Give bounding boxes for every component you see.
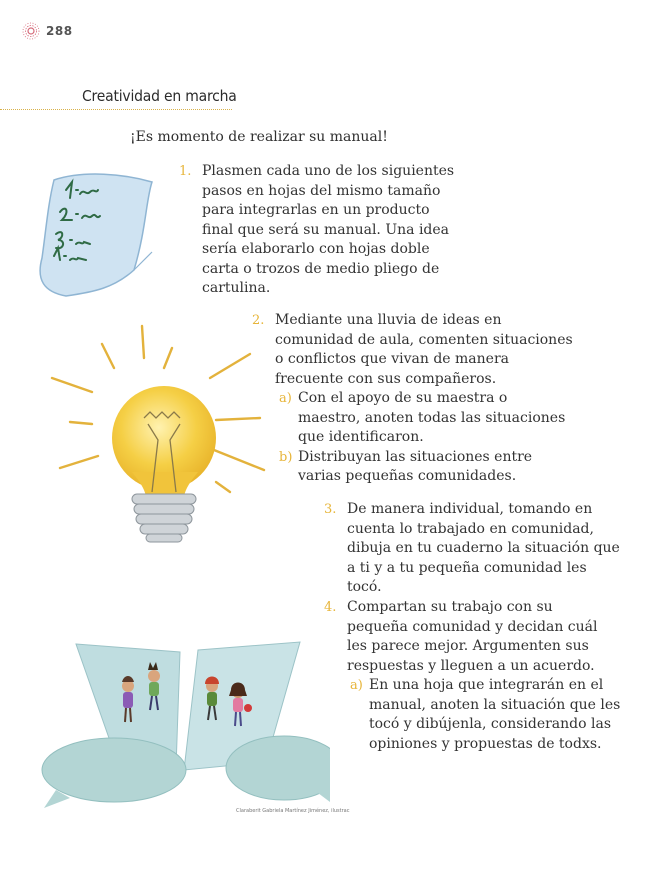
lightbulb-illustration bbox=[40, 322, 280, 562]
sub-item-letter: a) bbox=[279, 391, 292, 406]
sub-item-a bbox=[279, 389, 568, 448]
sub-item-text: En una hoja que integrarán en el manual, anoten la situación que les tocó y dibújenla, considerando las opiniones y propuestas de todxs. bbox=[369, 677, 621, 752]
intro-text: ¡Es momento de realizar su manual! bbox=[130, 129, 388, 145]
item-number: 1. bbox=[179, 164, 192, 179]
title-divider bbox=[0, 109, 232, 110]
item-text: Mediante una lluvia de ideas en comunidad de aula, comenten situaciones o conflictos que vivan de manera frecuente con sus compañeros. bbox=[275, 312, 573, 387]
item-number: 4. bbox=[324, 600, 337, 615]
list-item-3 bbox=[324, 500, 621, 598]
sub-item-letter: a) bbox=[350, 678, 363, 693]
page-header bbox=[22, 22, 73, 40]
illustration-credit: Claraberit Gabriela Martínez Jiménez, ilustrac bbox=[236, 808, 350, 814]
sub-item-text: Con el apoyo de su maestra o maestro, anoten todas las situaciones que identificaron. bbox=[298, 390, 566, 445]
list-item-4 bbox=[324, 598, 621, 754]
item-text: Compartan su trabajo con su pequeña comunidad y decidan cuál les parece mejor. Argumenten sus respuestas y lleguen a un acuerdo. bbox=[347, 599, 598, 674]
item-number: 3. bbox=[324, 502, 337, 517]
page-number: 288 bbox=[46, 24, 73, 38]
checklist-paper-illustration bbox=[24, 160, 164, 300]
sub-item-letter: b) bbox=[279, 449, 293, 465]
item-number: 2. bbox=[252, 313, 265, 328]
sub-item-b bbox=[279, 448, 578, 487]
children-drawings-illustration bbox=[30, 630, 330, 810]
sub-item-text: Distribuyan las situaciones entre varias pequeñas comunidades. bbox=[298, 448, 533, 484]
item-text: Plasmen cada uno de los siguientes pasos en hojas del mismo tamaño para integrarlas en un producto final que será su manual. Una idea sería elaborarlo con hojas doble carta o trozos de medio pliego de cartulina. bbox=[202, 163, 455, 296]
item-text: De manera individual, tomando en cuenta lo trabajado en comunidad, dibuja en tu cuaderno la situación que a ti y a tu pequeña comunidad les tocó. bbox=[347, 501, 620, 595]
section-title: Creatividad en marcha bbox=[82, 87, 237, 105]
list-item-2 bbox=[252, 311, 575, 487]
sun-ornament-icon bbox=[22, 22, 40, 40]
sub-item-a bbox=[350, 676, 627, 754]
list-item-1 bbox=[179, 162, 462, 299]
